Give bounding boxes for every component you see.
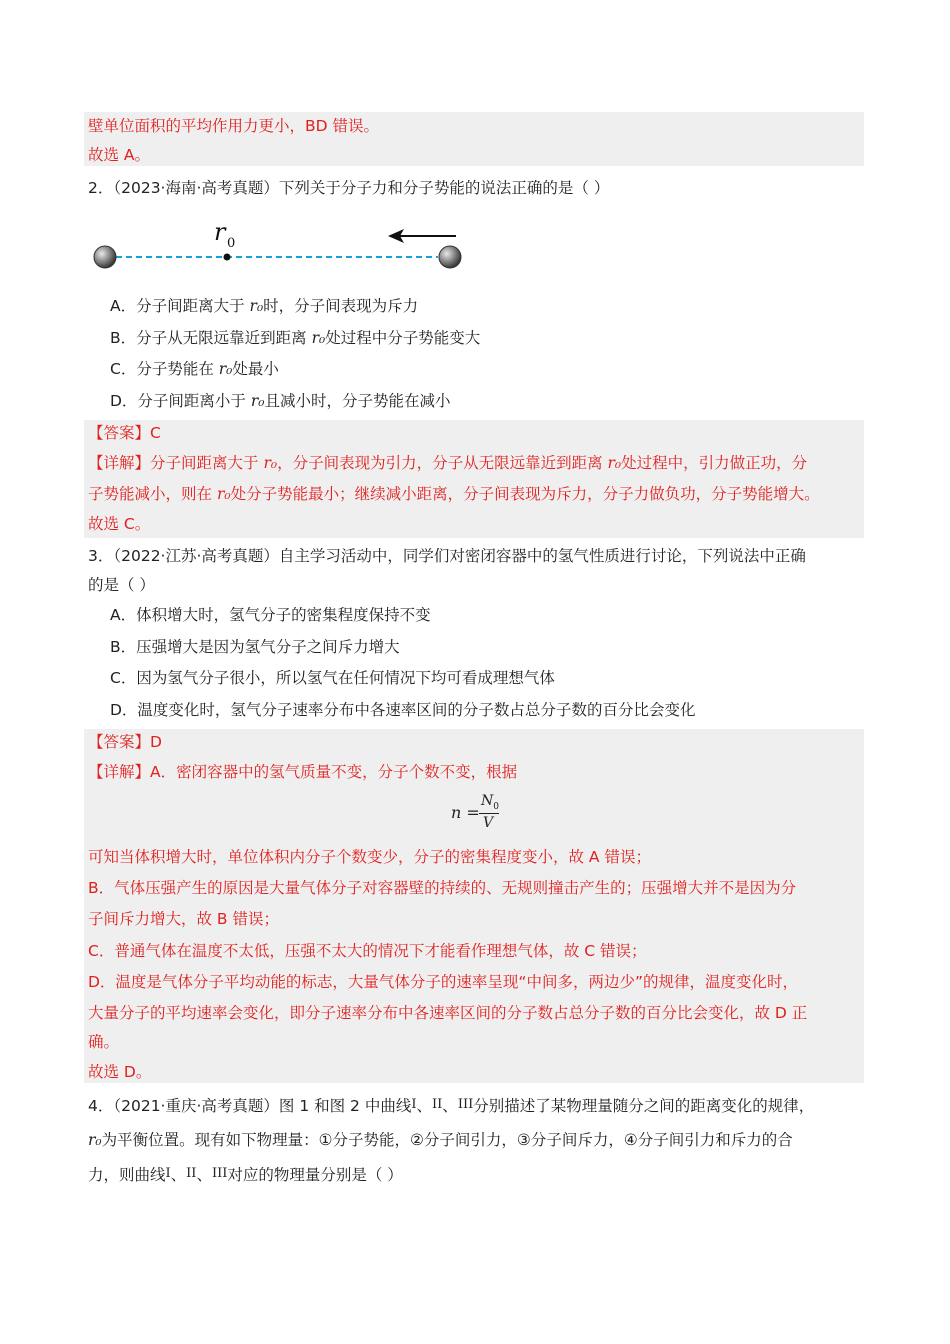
q4-stem-line3: 力，则曲线I、II、III对应的物理量分别是（ ） [88, 1166, 403, 1184]
formula-numerator: $N_0$ [481, 793, 499, 812]
q3-explanation-line2: 可知当体积增大时，单位体积内分子个数变少，分子的密集程度变小，故 A 错误； [88, 848, 651, 866]
q3-explanation-line8: 确。 [88, 1033, 120, 1051]
q3-conclusion: 故选 D。 [88, 1063, 152, 1081]
q2-conclusion: 故选 C。 [88, 515, 151, 533]
q2-option-c[interactable]: C．分子势能在 r₀处最小 [110, 360, 279, 378]
q3-explanation-line4: 子间斥力增大，故 B 错误； [88, 910, 279, 928]
q3-stem-line2: 的是（ ） [88, 576, 155, 594]
q3-option-c[interactable]: C．因为氢气分子很小，所以氢气在任何情况下均可看成理想气体 [110, 669, 555, 687]
q4-stem-line2: r₀为平衡位置。现有如下物理量：①分子势能，②分子间引力，③分子间斥力，④分子间引力和斥力的合 [88, 1131, 793, 1149]
q2-option-a[interactable]: A．分子间距离大于 r₀时，分子间表现为斥力 [110, 297, 419, 315]
right-molecule [439, 246, 461, 268]
q1-conclusion: 故选 A。 [88, 146, 151, 164]
q3-option-d[interactable]: D．温度变化时，氢气分子速率分布中各速率区间的分子数占总分子数的百分比会变化 [110, 701, 696, 719]
formula-denominator: V [483, 815, 494, 831]
q3-option-b[interactable]: B．压强增大是因为氢气分子之间斥力增大 [110, 638, 400, 656]
r0-subscript: 0 [227, 236, 236, 251]
q2-answer-panel [84, 420, 864, 538]
formula-fraction-bar [479, 813, 499, 814]
q3-explanation-line1: 【详解】A．密闭容器中的氢气质量不变，分子个数不变，根据 [88, 763, 518, 781]
r0-label: r [214, 218, 226, 246]
formula-lhs: n = [451, 803, 480, 822]
equilibrium-point [224, 254, 231, 261]
q2-stem: 2．（2023·海南·高考真题）下列关于分子力和分子势能的说法正确的是（ ） [88, 179, 610, 197]
molecule-diagram [88, 214, 468, 276]
q3-explanation-line3: B．气体压强产生的原因是大量气体分子对容器壁的持续的、无规则撞击产生的；压强增大并不是因为分 [88, 879, 797, 897]
q3-explanation-line5: C．普通气体在温度不太低，压强不太大的情况下才能看作理想气体，故 C 错误； [88, 942, 647, 960]
q2-explanation-line2: 子势能减小，则在 r₀处分子势能最小；继续减小距离，分子间表现为斥力，分子力做负功，分子势能增大。 [88, 485, 820, 503]
q2-option-b[interactable]: B．分子从无限远靠近到距离 r₀处过程中分子势能变大 [110, 329, 481, 347]
q3-stem-line1: 3．（2022·江苏·高考真题）自主学习活动中，同学们对密闭容器中的氢气性质进行讨论，下列说法中正确 [88, 547, 806, 565]
q3-option-a[interactable]: A．体积增大时，氢气分子的密集程度保持不变 [110, 606, 431, 624]
q2-answer: 【答案】C [88, 424, 161, 442]
q3-explanation-line7: 大量分子的平均速率会变化，即分子速率分布中各速率区间的分子数占总分子数的百分比会变化，故 D 正 [88, 1004, 808, 1022]
q1-explanation-line: 壁单位面积的平均作用力更小，BD 错误。 [88, 117, 379, 135]
q4-stem-line1: 4．（2021·重庆·高考真题）图 1 和图 2 中曲线I、II、III分别描述了某物理量随分之间的距离变化的规律， [88, 1097, 815, 1115]
q2-explanation-line1: 【详解】分子间距离大于 r₀，分子间表现为引力，分子从无限远靠近到距离 r₀处过程中，引力做正功，分 [88, 454, 808, 472]
q2-option-d[interactable]: D．分子间距离小于 r₀且减小时，分子势能在减小 [110, 392, 451, 410]
q3-explanation-line6: D．温度是气体分子平均动能的标志，大量气体分子的速率呈现“中间多，两边少”的规律，温度变化时， [88, 973, 798, 991]
q3-answer: 【答案】D [88, 733, 162, 751]
left-molecule [94, 246, 116, 268]
